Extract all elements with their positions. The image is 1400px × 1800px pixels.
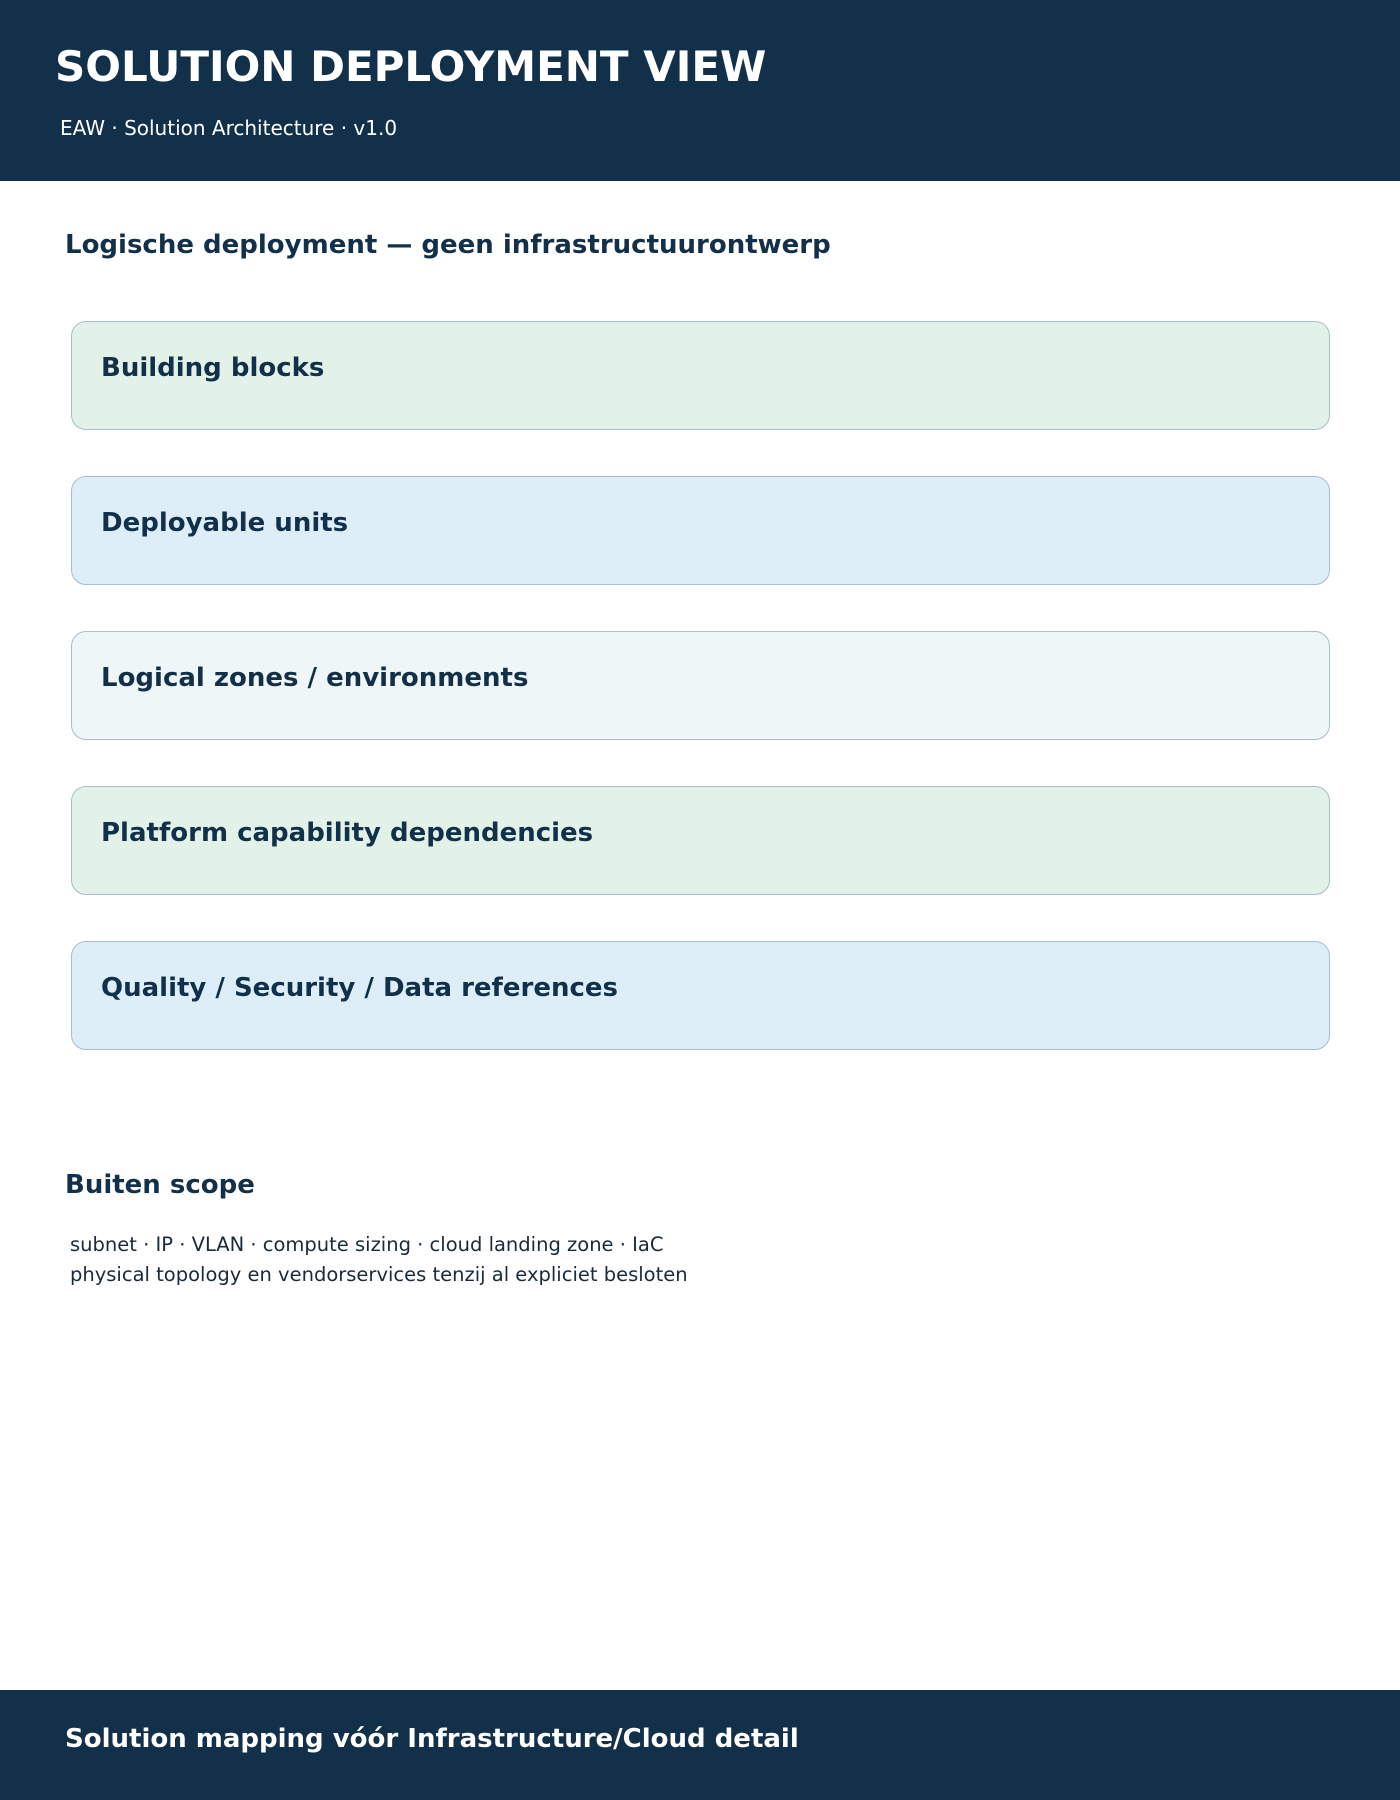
- block-building-blocks: [71, 321, 1330, 430]
- deployment-heading: Logische deployment — geen infrastructuurontwerp: [65, 230, 831, 260]
- block-label: Platform capability dependencies: [101, 818, 594, 848]
- page-footer: [0, 1690, 1400, 1800]
- deployment-blocks: [71, 321, 1330, 1096]
- footer-text: Solution mapping vóór Infrastructure/Cloud detail: [65, 1724, 799, 1754]
- block-label: Logical zones / environments: [101, 663, 529, 693]
- out-of-scope-heading: Buiten scope: [65, 1170, 255, 1200]
- block-label: Building blocks: [101, 353, 325, 383]
- out-of-scope-line: physical topology en vendorservices tenzij al expliciet besloten: [70, 1263, 688, 1286]
- out-of-scope-line: subnet · IP · VLAN · compute sizing · cloud landing zone · IaC: [70, 1233, 664, 1256]
- block-quality-security-data: [71, 941, 1330, 1050]
- page-header: [0, 0, 1400, 181]
- page-title: SOLUTION DEPLOYMENT VIEW: [55, 42, 767, 91]
- block-platform-dependencies: [71, 786, 1330, 895]
- block-deployable-units: [71, 476, 1330, 585]
- out-of-scope-list: [70, 1230, 688, 1290]
- block-label: Quality / Security / Data references: [101, 973, 618, 1003]
- block-logical-zones: [71, 631, 1330, 740]
- page-subtitle: EAW · Solution Architecture · v1.0: [60, 116, 398, 140]
- block-label: Deployable units: [101, 508, 349, 538]
